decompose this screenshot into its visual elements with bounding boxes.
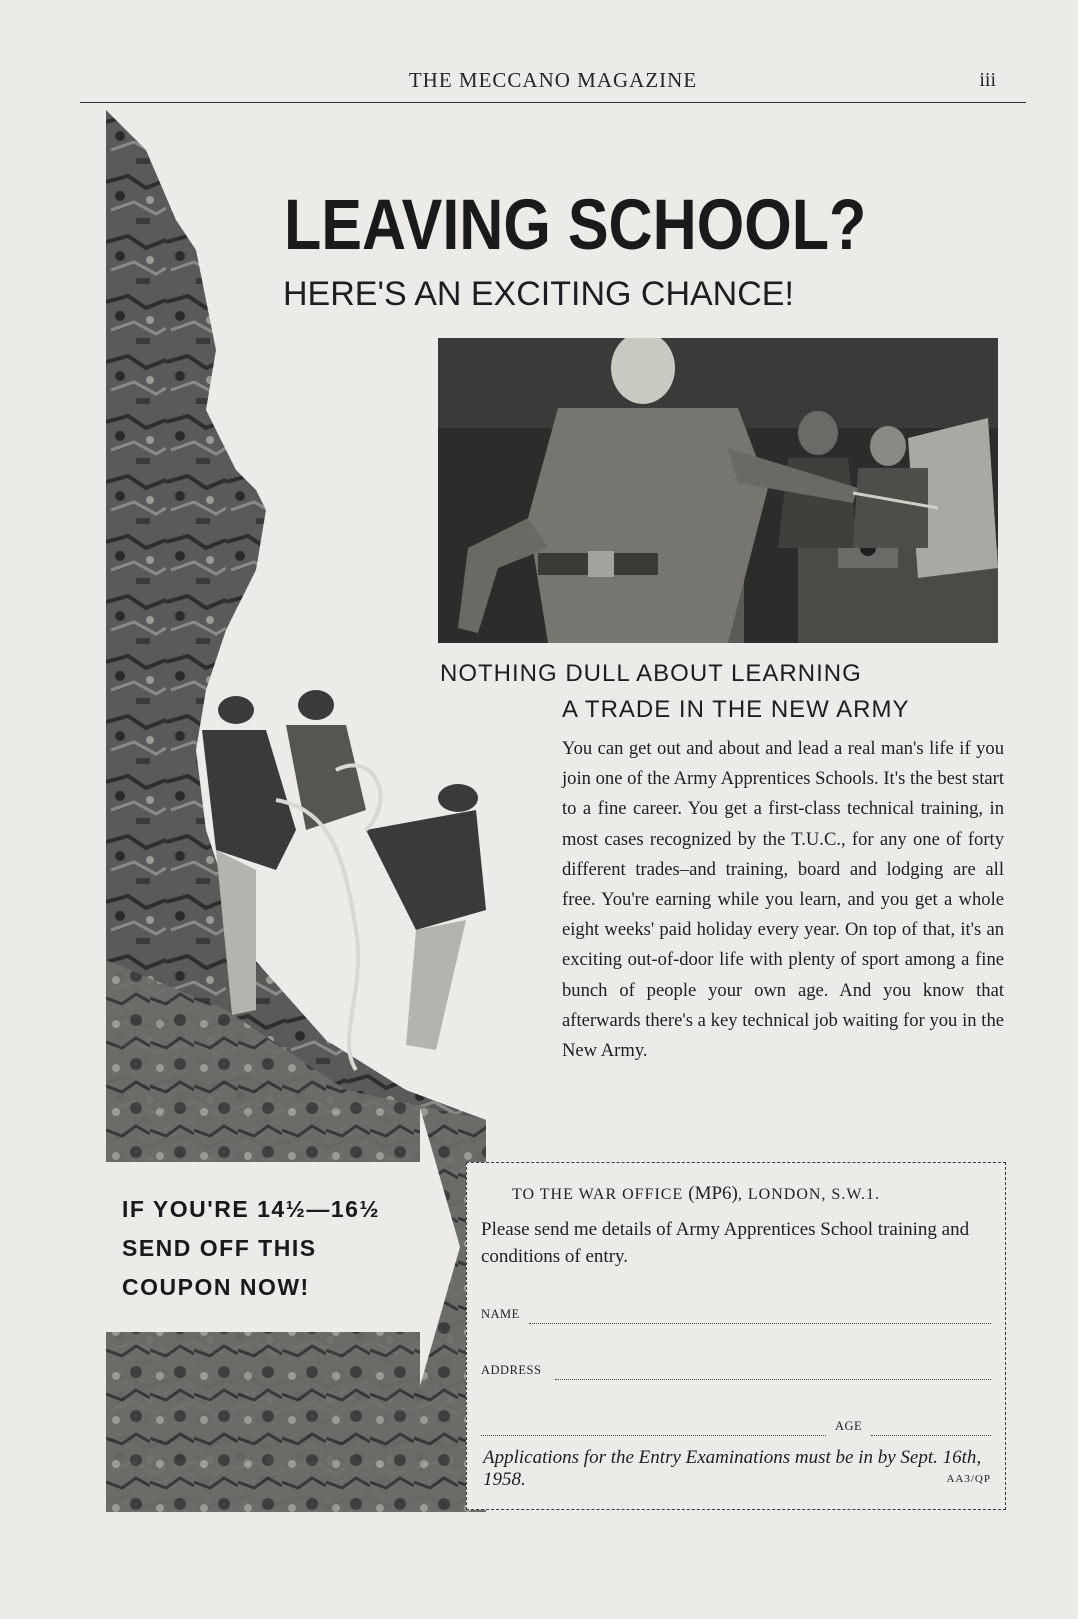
arrow-right-icon (420, 1108, 460, 1386)
age-callout-line-2: SEND OFF THIS (122, 1235, 317, 1261)
magazine-title: THE MECCANO MAGAZINE (408, 68, 698, 92)
coupon-recipient-code: (MP6) (688, 1183, 738, 1204)
coupon-recipient (512, 1183, 880, 1205)
coupon-code: AA3/QP (946, 1473, 991, 1485)
page-number: iii (979, 69, 996, 91)
ad-body-text: You can get out and about and lead a real man's life if you join one of the Army Apprentices Schools. It's the best start to a fine career. You get a first-class technical training, in most cases recognized by the T.U.C., for any one of forty different trades–and training, board and lodging are all free. You're earning while you learn, and you get a whole eight weeks' paid holiday every year. On top of that, it's an exciting out-of-door life with plenty of sport among a fine bunch of people your own age. And you know that afterwards there's a key technical job waiting for you in the New Army. (562, 738, 1004, 1062)
age-callout-line-1: IF YOU'RE 14½—16½ (122, 1196, 381, 1222)
address-line-2[interactable] (481, 1435, 826, 1436)
age-line[interactable] (871, 1435, 991, 1436)
address-field[interactable] (481, 1363, 991, 1383)
name-label: NAME (481, 1307, 520, 1321)
coupon-recipient-prefix: TO THE WAR OFFICE (512, 1186, 689, 1203)
age-label: AGE (835, 1419, 863, 1433)
subheadline: HERE'S AN EXCITING CHANCE! (283, 275, 794, 313)
name-line[interactable] (529, 1323, 991, 1324)
photo-caption (440, 656, 1000, 728)
address-line-2-field[interactable] (481, 1419, 991, 1439)
coupon-request-text: Please send me details of Army Apprentices School training and conditions of entry. (481, 1219, 970, 1267)
page-header (80, 64, 1026, 103)
address-label: ADDRESS (481, 1363, 542, 1377)
workshop-photo (438, 338, 998, 643)
coupon (466, 1162, 1006, 1510)
age-callout-line-3: COUPON NOW! (122, 1274, 310, 1300)
headline: LEAVING SCHOOL? (284, 186, 867, 265)
coupon-deadline-note: Applications for the Entry Examinations must be in by Sept. 16th, 1958. (483, 1447, 982, 1490)
address-line[interactable] (555, 1379, 991, 1380)
name-field[interactable] (481, 1307, 991, 1327)
caption-line-2: A TRADE IN THE NEW ARMY (562, 696, 910, 723)
coupon-recipient-suffix: , LONDON, S.W.1. (737, 1186, 880, 1203)
caption-line-1: NOTHING DULL ABOUT LEARNING (440, 660, 862, 687)
age-callout (122, 1190, 422, 1307)
